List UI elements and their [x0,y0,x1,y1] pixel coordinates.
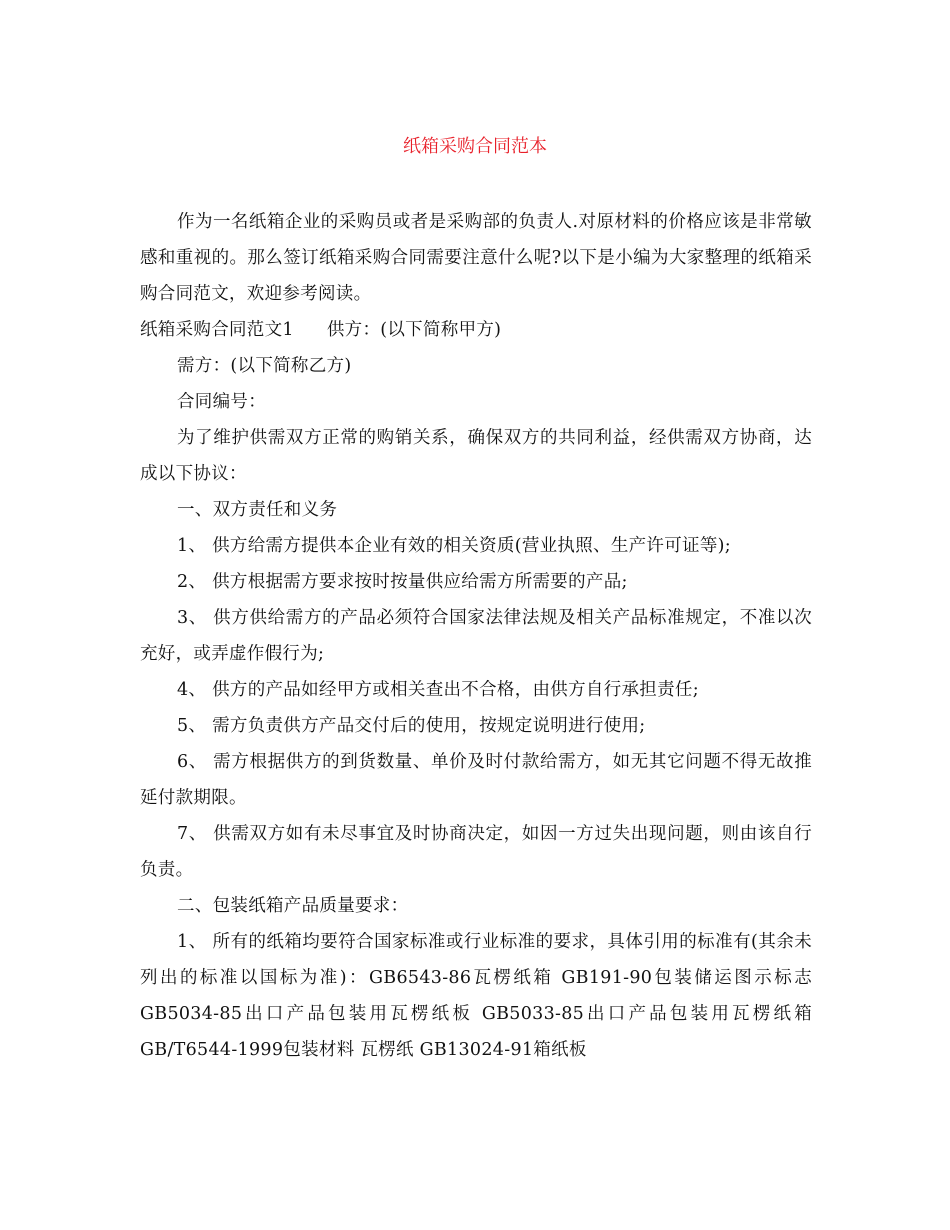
sample-heading-line [140,312,812,348]
section1-item-2: 2、 供方根据需方要求按时按量供应给需方所需要的产品; [177,572,628,592]
document-title: 纸箱采购合同范本 [403,136,547,157]
section1-item-6: 6、 需方根据供方的到货数量、单价及时付款给需方，如无其它问题不得无故推延付款期限。 [140,752,812,808]
section1-item-5: 5、 需方负责供方产品交付后的使用，按规定说明进行使用; [177,716,646,736]
sample-heading: 纸箱采购合同范文1 [140,320,294,340]
supplier-line: 供方：(以下简称甲方) [326,320,502,340]
section2-item-1: 1、 所有的纸箱均要符合国家标准或行业标准的要求，具体引用的标准有(其余未列出的标准以国标为准)：GB6543-86瓦楞纸箱 GB191-90包装储运图示标志 GB5034-85出口产品包装用瓦楞纸板 GB5033-85出口产品包装用瓦楞纸箱 GB/T6544-1999包装材料 瓦楞纸 GB13024-91箱纸板 [140,932,812,1060]
section1-item-4: 4、 供方的产品如经甲方或相关查出不合格，由供方自行承担责任; [177,680,699,700]
section1-item-3: 3、 供方供给需方的产品必须符合国家法律法规及相关产品标准规定，不准以次充好，或弄虚作假行为; [140,608,812,664]
intro-paragraph: 作为一名纸箱企业的采购员或者是采购部的负责人.对原材料的价格应该是非常敏感和重视的。那么签订纸箱采购合同需要注意什么呢?以下是小编为大家整理的纸箱采购合同范文，欢迎参考阅读。 [140,212,812,304]
purpose-paragraph: 为了维护供需双方正常的购销关系，确保双方的共同利益，经供需双方协商，达成以下协议： [140,428,812,484]
buyer-line: 需方：(以下简称乙方) [177,356,352,376]
contract-number-line: 合同编号： [177,392,266,412]
section2-heading: 二、包装纸箱产品质量要求： [177,896,409,916]
section1-heading: 一、双方责任和义务 [177,500,338,520]
section1-item-1: 1、 供方给需方提供本企业有效的相关资质(营业执照、生产许可证等); [177,536,731,556]
section1-item-7: 7、 供需双方如有未尽事宜及时协商决定，如因一方过失出现问题，则由该自行负责。 [140,824,812,880]
document-body [140,204,812,1068]
